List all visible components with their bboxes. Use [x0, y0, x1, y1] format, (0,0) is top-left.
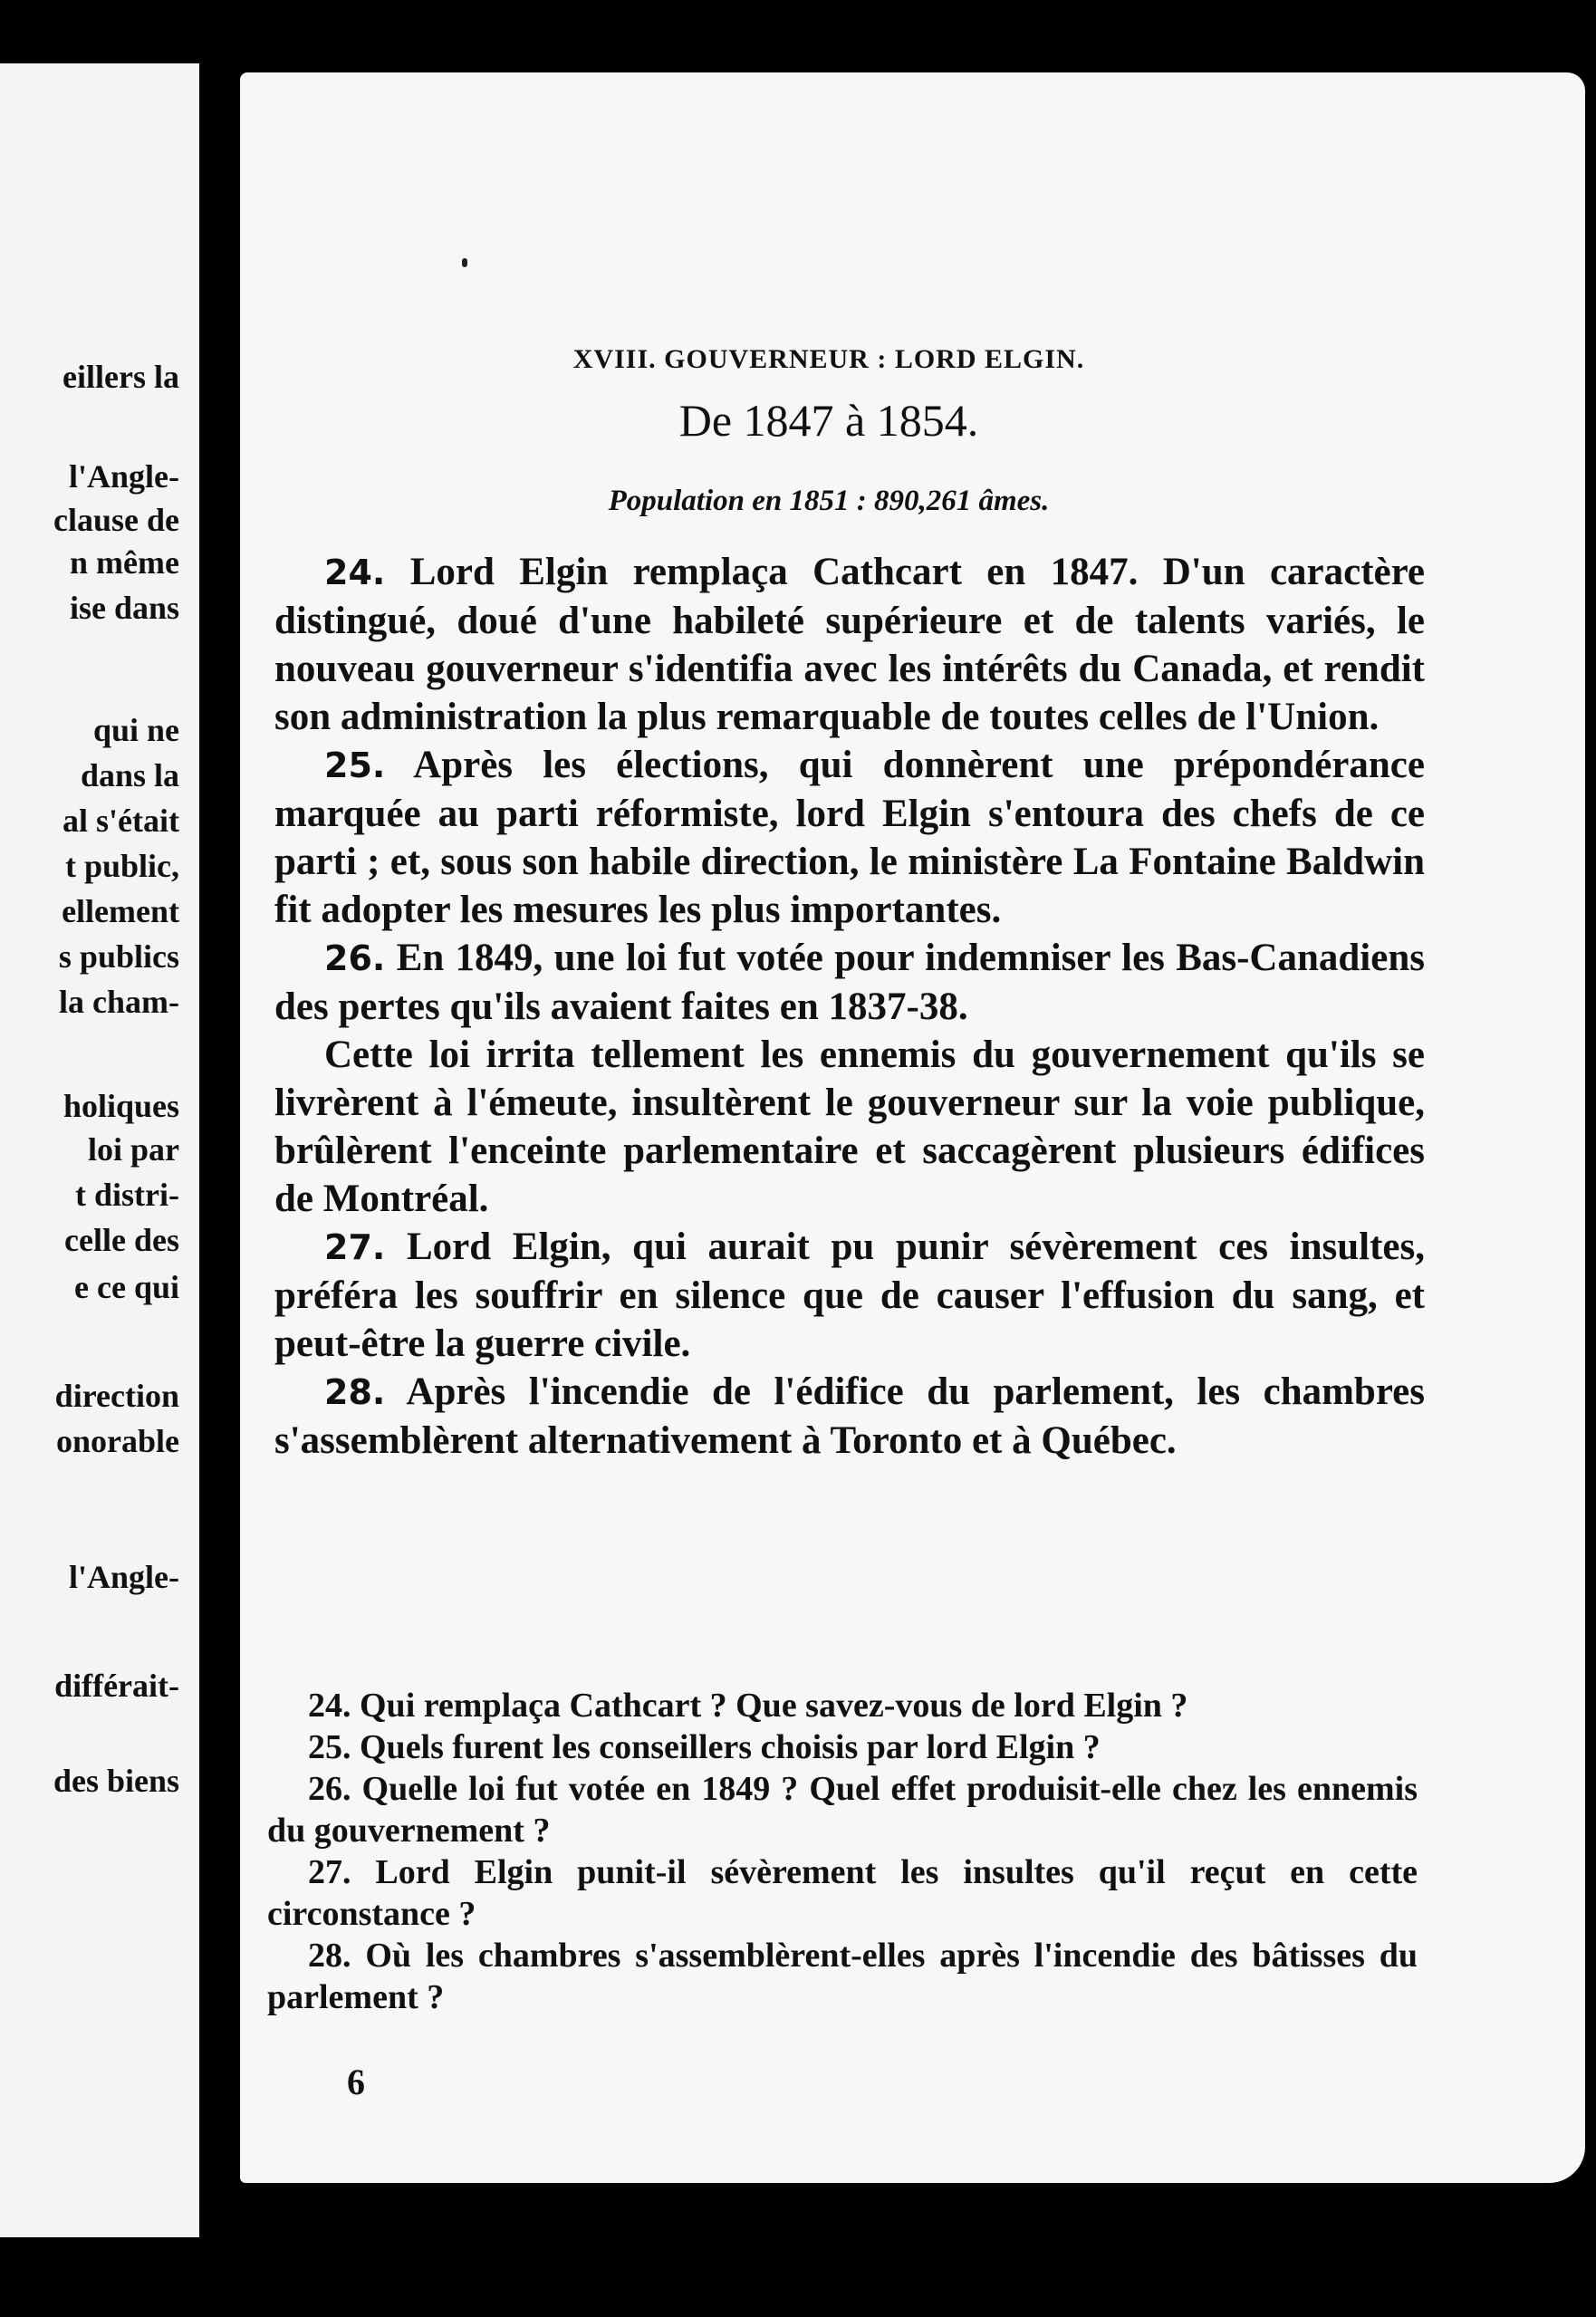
paragraph	[274, 1368, 1425, 1465]
paragraph-number: 25.	[324, 745, 386, 785]
paragraph-text: Lord Elgin, qui aurait pu punir sévèrement ces insultes, préféra les souffrir en silence que de causer l'effusion du sang, et peut-être la guerre civile.	[274, 1226, 1426, 1365]
left-text-fragment: des biens	[53, 1763, 179, 1799]
left-text-fragment: n même	[70, 544, 179, 581]
paragraph-number: 26.	[324, 938, 386, 978]
left-text-fragment: celle des	[64, 1222, 179, 1258]
body-text	[274, 548, 1425, 1465]
question: 24. Qui remplaça Cathcart ? Que savez-vous de lord Elgin ?	[308, 1687, 1188, 1725]
left-text-fragment: dans la	[80, 757, 179, 793]
population-line: Population en 1851 : 890,261 âmes.	[608, 485, 1050, 517]
page-content	[240, 72, 1585, 2183]
paragraph-text: Lord Elgin remplaça Cathcart en 1847. D'un caractère distingué, doué d'une habileté supérieure et de talents variés, le nouveau gouverneur s'identifia avec les intérêts du Canada, et rendit son administration la plus remarquable de toutes celles de l'Union.	[274, 551, 1426, 738]
paragraph	[274, 548, 1425, 741]
chapter-header: XVIII. GOUVERNEUR : LORD ELGIN.	[572, 344, 1085, 374]
paragraph-number: 27.	[324, 1227, 386, 1267]
review-questions	[267, 1685, 1418, 2018]
question: 27. Lord Elgin punit-il sévèrement les insultes qu'il reçut en cette circonstance ?	[267, 1853, 1418, 1933]
left-text-fragment: l'Angle-	[69, 458, 179, 495]
question: 26. Quelle loi fut votée en 1849 ? Quel effet produisit-elle chez les ennemis du gouvernement ?	[267, 1770, 1418, 1850]
paragraph	[274, 1223, 1425, 1368]
paragraph-text: Cette loi irrita tellement les ennemis du gouvernement qu'ils se livrèrent à l'émeute, insultèrent le gouverneur sur la voie publique, brûlèrent l'enceinte parlementaire et saccagèrent plusieurs édifices de Montréal.	[274, 1034, 1425, 1220]
left-text-fragment: al s'était	[62, 803, 179, 839]
left-text-fragment: clause de	[53, 502, 179, 538]
left-text-fragment: loi par	[87, 1131, 179, 1168]
question: 25. Quels furent les conseillers choisis par lord Elgin ?	[308, 1728, 1101, 1766]
paragraph	[274, 1031, 1425, 1223]
left-text-fragment: e ce qui	[74, 1269, 179, 1305]
left-text-fragment: eillers la	[62, 359, 179, 395]
paragraph	[274, 741, 1425, 934]
paragraph-number: 28.	[324, 1372, 386, 1412]
date-range: De 1847 à 1854.	[678, 395, 979, 446]
paragraph-text: Après les élections, qui donnèrent une prépondérance marquée au parti réformiste, lord Elgin s'entoura des chefs de ce parti ; et, sous son habile direction, le ministère La Fontaine Baldwin fit adopter les mesures les plus importantes.	[274, 744, 1425, 931]
left-text-fragment: l'Angle-	[69, 1559, 179, 1595]
paragraph-text: En 1849, une loi fut votée pour indemniser les Bas-Canadiens des pertes qu'ils avaient faites en 1837-38.	[274, 937, 1425, 1028]
left-text-fragment: ise dans	[69, 590, 179, 626]
left-text-fragment: s publics	[58, 938, 179, 975]
book-gutter	[199, 0, 240, 2317]
left-text-fragment: différait-	[54, 1668, 179, 1704]
paragraph-number: 24.	[324, 553, 386, 592]
left-page-fragment	[0, 63, 199, 2237]
left-text-fragment: la cham-	[59, 984, 179, 1020]
left-text-fragment: ellement	[62, 893, 179, 929]
left-text-fragment: onorable	[55, 1423, 179, 1459]
ink-speck	[462, 258, 467, 267]
book-page	[240, 72, 1585, 2183]
question: 28. Où les chambres s'assemblèrent-elles après l'incendie des bâtisses du parlement ?	[267, 1937, 1418, 2016]
paragraph	[274, 934, 1425, 1031]
left-text-fragment: t distri-	[75, 1177, 179, 1213]
left-text-fragment: direction	[54, 1378, 179, 1414]
left-text-fragment: qui ne	[92, 712, 179, 748]
left-text-fragment: t public,	[64, 848, 179, 884]
left-text-fragment: holiques	[62, 1088, 179, 1124]
page-signature-mark: 6	[347, 2062, 365, 2102]
paragraph-text: Après l'incendie de l'édifice du parlement, les chambres s'assemblèrent alternativement à Toronto et à Québec.	[274, 1370, 1425, 1462]
